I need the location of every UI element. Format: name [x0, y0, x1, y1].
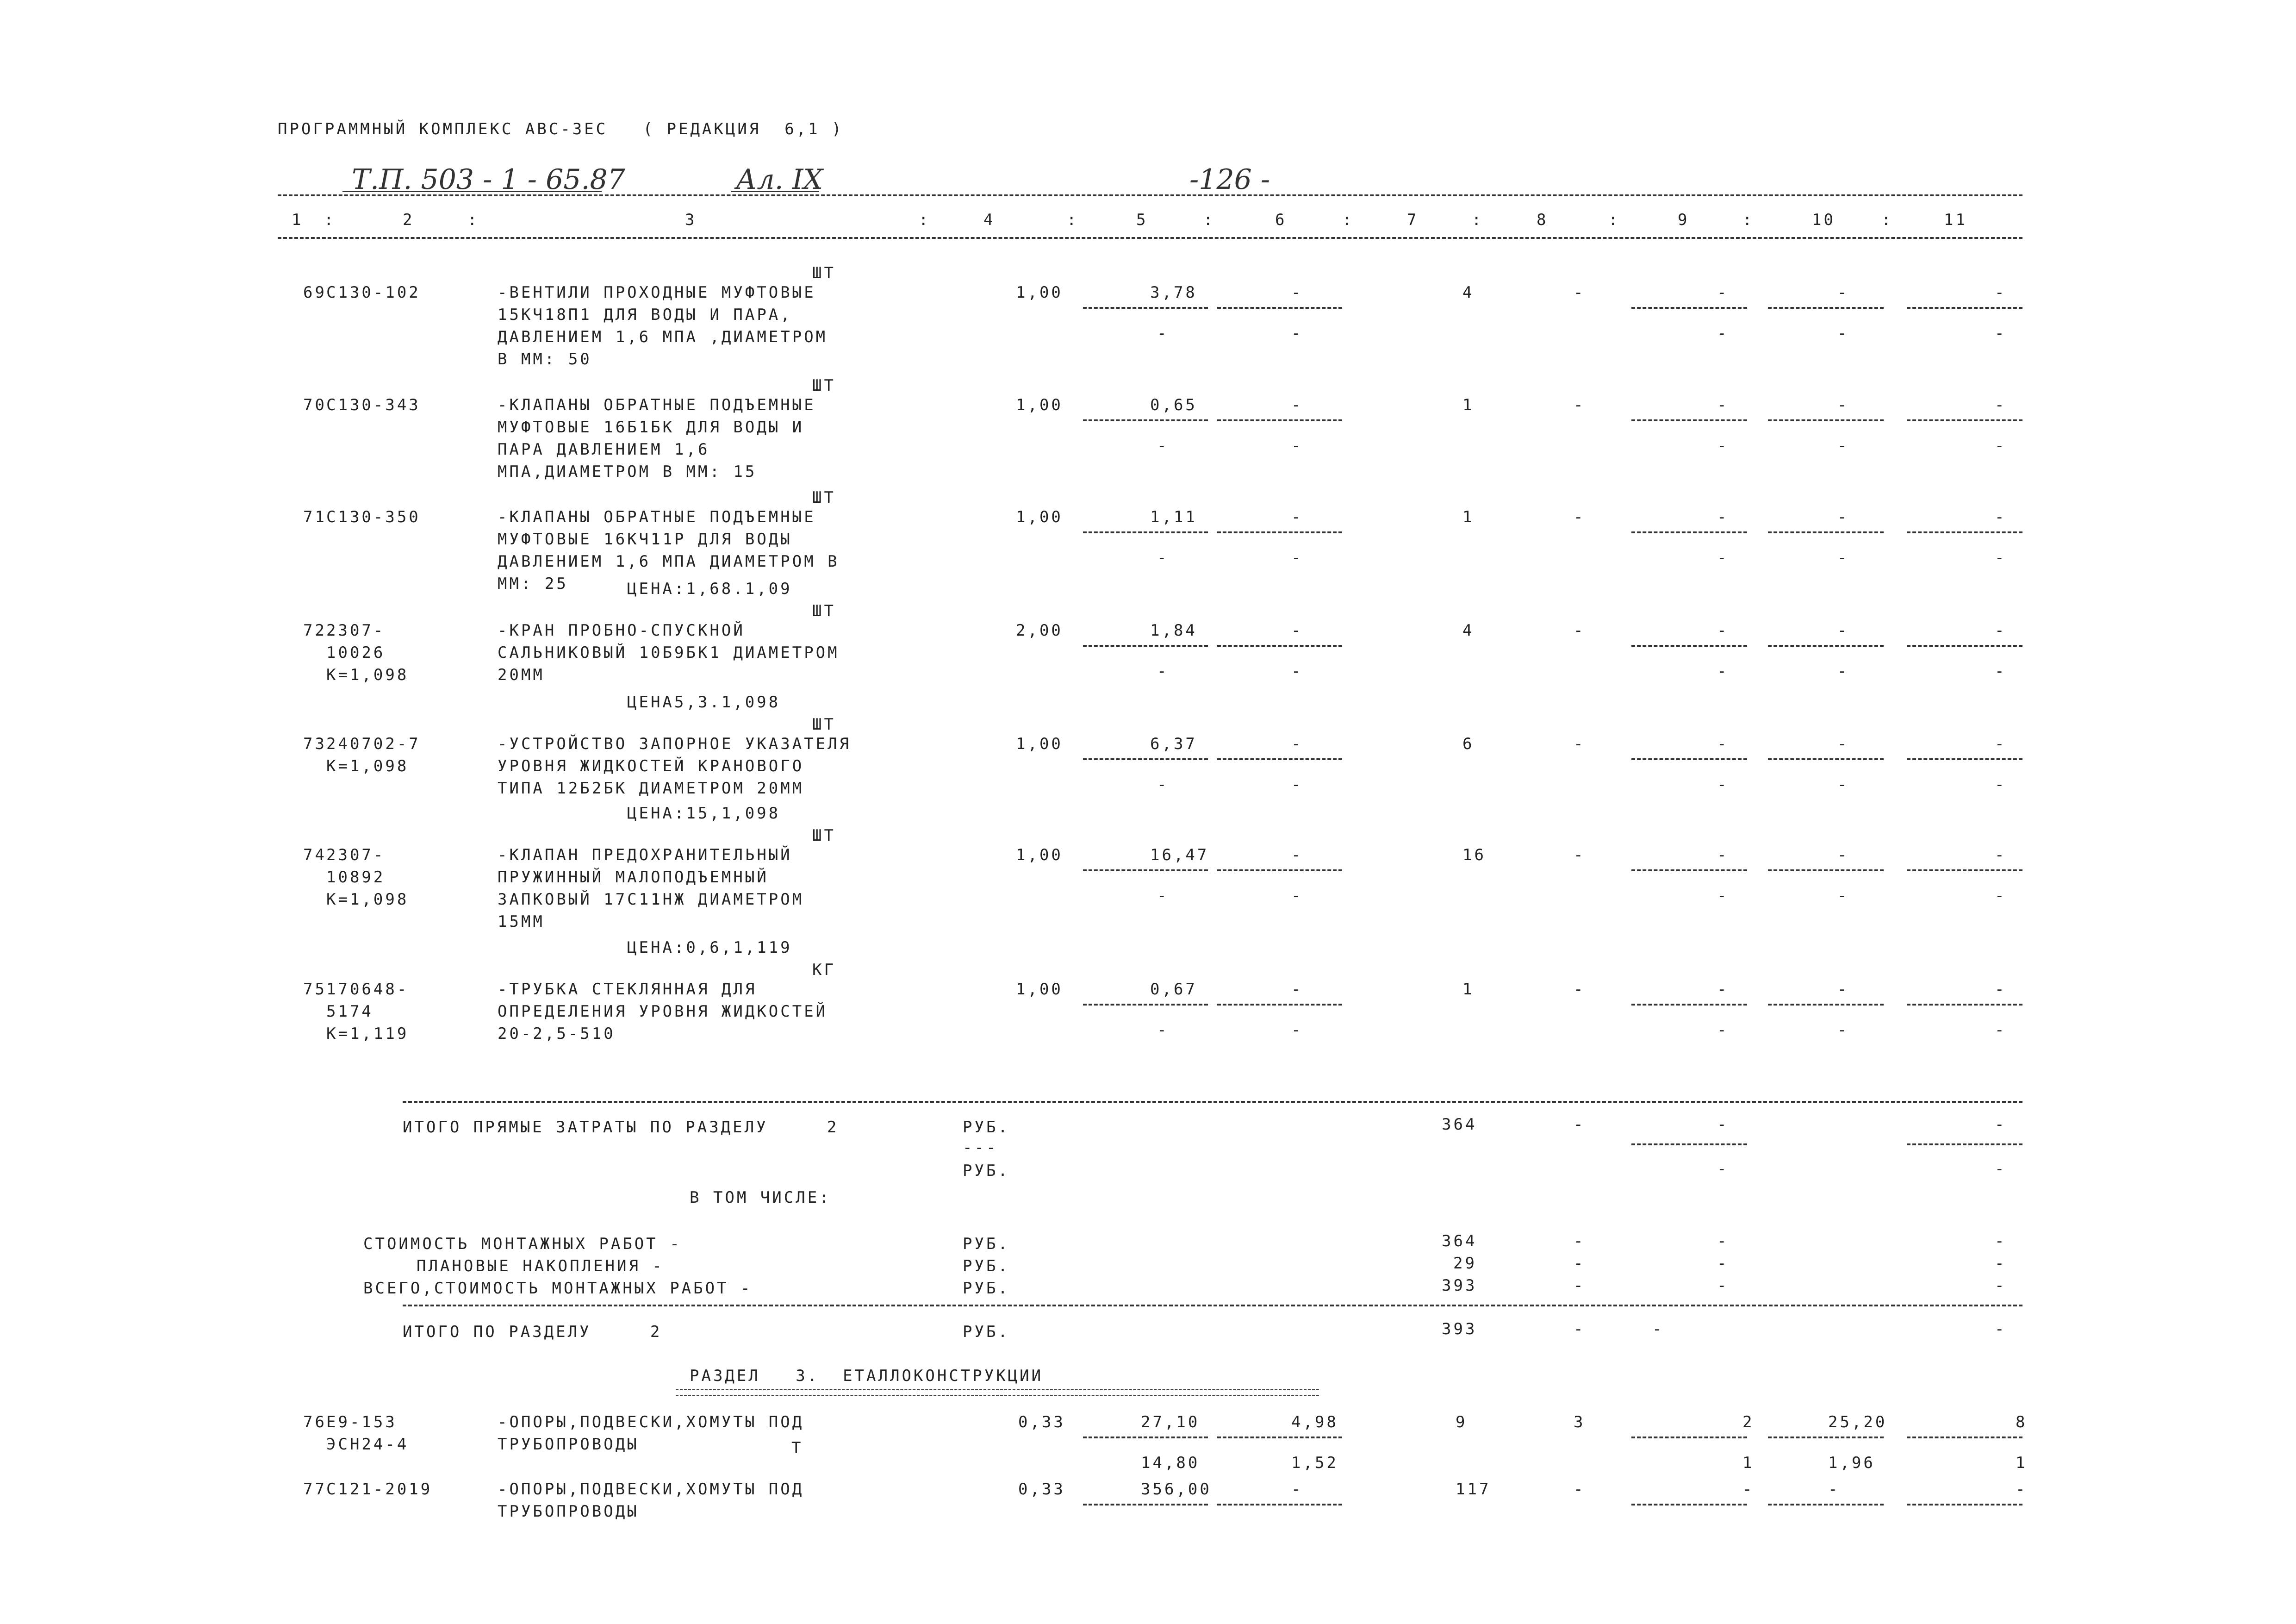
item-code: К=1,098: [326, 890, 409, 909]
col-sep: :: [1742, 211, 1755, 229]
col11-divider: [1907, 1004, 2022, 1006]
col-num-6: 6: [1275, 211, 1287, 229]
quantity: 1,00: [1016, 396, 1063, 414]
col-sep: :: [467, 211, 479, 229]
col-sep: :: [1342, 211, 1354, 229]
item-description: ТРУБОПРОВОДЫ: [498, 1435, 639, 1454]
col10-value: -: [1837, 735, 1849, 753]
col9-lower: -: [1717, 549, 1729, 567]
planned-savings-c8: -: [1574, 1254, 1586, 1273]
item-description: МУФТОВЫЕ 16КЧ11Р ДЛЯ ВОДЫ: [498, 530, 792, 549]
installation-cost-label: СТОИМОСТЬ МОНТАЖНЫХ РАБОТ -: [363, 1235, 682, 1253]
planned-savings-currency: РУБ.: [963, 1257, 1010, 1275]
direct-costs-c11-divider: [1907, 1143, 2022, 1145]
col5-divider: [1083, 1504, 1208, 1505]
col11-value: -: [2016, 1480, 2028, 1499]
col11-value: -: [1995, 735, 2007, 753]
quantity: 0,33: [1018, 1480, 1065, 1499]
direct-costs-c9-divider: [1631, 1143, 1747, 1145]
col11-lower: -: [1995, 324, 2007, 343]
section-total-label: ИТОГО ПО РАЗДЕЛУ 2: [403, 1323, 662, 1341]
col6-value: -: [1291, 980, 1303, 999]
col10-divider: [1768, 869, 1884, 871]
col-num-1: 1: [292, 211, 304, 229]
col6-value: -: [1291, 508, 1303, 526]
col9-lower: -: [1717, 324, 1729, 343]
section-3-title: РАЗДЕЛ 3. ЕТАЛЛОКОНСТРУКЦИИ: [690, 1367, 1044, 1385]
col10-divider: [1768, 419, 1884, 421]
including-heading: В ТОМ ЧИСЛЕ:: [690, 1188, 831, 1207]
col-num-3: 3: [685, 211, 697, 229]
direct-costs-currency-2: РУБ.: [963, 1162, 1010, 1180]
col10-divider: [1768, 1437, 1884, 1438]
item-code: С130-343: [326, 396, 421, 414]
item-code: 2307-: [326, 846, 386, 864]
col6-divider: [1217, 1504, 1342, 1505]
item-code: К=1,098: [326, 666, 409, 684]
col6-lower: -: [1291, 1021, 1303, 1039]
unit-label: КГ: [812, 961, 836, 979]
quantity: 1,00: [1016, 508, 1063, 526]
col10-divider: [1768, 531, 1884, 533]
col11-divider: [1907, 645, 2022, 647]
col6-value: -: [1291, 846, 1303, 864]
col5-divider: [1083, 1437, 1208, 1438]
col6-lower: -: [1291, 662, 1303, 681]
col9-value: -: [1717, 846, 1729, 864]
item-code: 10026: [326, 643, 386, 662]
section-total-c8: -: [1574, 1320, 1586, 1338]
quantity: 0,33: [1018, 1413, 1065, 1431]
col10-value: -: [1837, 508, 1849, 526]
col-sep: :: [1881, 211, 1893, 229]
item-description: САЛЬНИКОВЫЙ 10Б9БК1 ДИАМЕТРОМ: [498, 643, 840, 662]
col11-divider: [1907, 1437, 2022, 1438]
item-description: -ТРУБКА СТЕКЛЯННАЯ ДЛЯ: [498, 980, 757, 999]
col9-divider: [1631, 1004, 1747, 1006]
item-description: МПА,ДИАМЕТРОМ В ММ: 15: [498, 462, 757, 481]
col6-value: -: [1291, 396, 1303, 414]
installation-cost-c7: 364: [1442, 1232, 1477, 1250]
column-header-rule: [278, 237, 2022, 239]
col11-value: -: [1995, 980, 2007, 999]
col5-value: 1,11: [1150, 508, 1197, 526]
direct-costs-c9-lower: -: [1717, 1160, 1729, 1178]
col9-lower: -: [1717, 1021, 1729, 1039]
col7-value: 9: [1456, 1413, 1468, 1431]
col10-value: -: [1837, 396, 1849, 414]
item-description: -ОПОРЫ,ПОДВЕСКИ,ХОМУТЫ ПОД: [498, 1413, 804, 1431]
col10-lower: -: [1837, 549, 1849, 567]
col6-lower: -: [1291, 549, 1303, 567]
item-description: УРОВНЯ ЖИДКОСТЕЙ КРАНОВОГО: [498, 757, 804, 775]
col-num-4: 4: [983, 211, 996, 229]
quantity: 1,00: [1016, 846, 1063, 864]
col5-divider: [1083, 307, 1208, 309]
section-total-c9: -: [1652, 1320, 1664, 1338]
unit-label: ШТ: [812, 376, 836, 395]
unit-label: Т: [791, 1439, 803, 1457]
col5-divider: [1083, 869, 1208, 871]
col10-lower: -: [1837, 662, 1849, 681]
item-description: ДАВЛЕНИЕМ 1,6 МПА ДИАМЕТРОМ В: [498, 552, 840, 571]
planned-savings-c9: -: [1717, 1254, 1729, 1273]
col5-lower: -: [1157, 324, 1169, 343]
col9-divider: [1631, 531, 1747, 533]
total-installation-c8: -: [1574, 1276, 1586, 1295]
col11-lower: -: [1995, 775, 2007, 794]
direct-costs-c11: -: [1995, 1115, 2007, 1134]
quantity: 2,00: [1016, 621, 1063, 640]
item-description: ЗАПКОВЫЙ 17С11НЖ ДИАМЕТРОМ: [498, 890, 804, 909]
col10-value: -: [1837, 283, 1849, 302]
col8-value: -: [1574, 621, 1586, 640]
item-description: -УСТРОЙСТВО ЗАПОРНОЕ УКАЗАТЕЛЯ: [498, 735, 852, 753]
col11-value: -: [1995, 621, 2007, 640]
col11-value: -: [1995, 283, 2007, 302]
col10-lower: -: [1837, 437, 1849, 455]
item-code: ЭСН24-4: [326, 1435, 409, 1454]
col9-value: -: [1717, 980, 1729, 999]
page-number: -126 -: [1189, 163, 1270, 196]
unit-label: ШТ: [812, 602, 836, 620]
col5-value: 0,67: [1150, 980, 1197, 999]
col9-value: -: [1717, 735, 1729, 753]
col7-value: 1: [1462, 508, 1475, 526]
col8-value: -: [1574, 508, 1586, 526]
col11-value: -: [1995, 846, 2007, 864]
col9-value: -: [1717, 396, 1729, 414]
col9-lower: -: [1717, 775, 1729, 794]
row-number: 74: [303, 846, 327, 864]
col5-value: 27,10: [1141, 1413, 1200, 1431]
item-description: 20ММ: [498, 666, 545, 684]
planned-savings-c11: -: [1995, 1254, 2007, 1273]
col9-divider: [1631, 307, 1747, 309]
col10-value: 25,20: [1828, 1413, 1887, 1431]
col10-value: -: [1837, 846, 1849, 864]
col10-value: -: [1837, 980, 1849, 999]
planned-savings-c7: 29: [1453, 1254, 1477, 1273]
item-description: -КЛАПАН ПРЕДОХРАНИТЕЛЬНЫЙ: [498, 846, 792, 864]
table-top-rule: [278, 194, 2022, 196]
row-number: 76: [303, 1413, 327, 1431]
col-sep: :: [1203, 211, 1215, 229]
col5-divider: [1083, 758, 1208, 760]
col5-value: 6,37: [1150, 735, 1197, 753]
col-sep: :: [1067, 211, 1079, 229]
totals-top-rule: [403, 1101, 2022, 1103]
item-code: К=1,119: [326, 1024, 409, 1043]
col7-value: 1: [1462, 980, 1475, 999]
item-description: ТИПА 12Б2БК ДИАМЕТРОМ 20ММ: [498, 779, 804, 798]
item-description: 15ММ: [498, 912, 545, 931]
unit-label: ШТ: [812, 488, 836, 507]
item-description: ПАРА ДАВЛЕНИЕМ 1,6: [498, 440, 710, 459]
col11-lower: -: [1995, 1021, 2007, 1039]
col11-lower: -: [1995, 437, 2007, 455]
col9-value: -: [1717, 621, 1729, 640]
col10-lower: -: [1837, 324, 1849, 343]
col-num-11: 11: [1944, 211, 1967, 229]
col6-divider: [1217, 419, 1342, 421]
col10-lower: -: [1837, 775, 1849, 794]
col11-divider: [1907, 419, 2022, 421]
col9-divider: [1631, 758, 1747, 760]
col8-value: 3: [1574, 1413, 1586, 1431]
col9-divider: [1631, 645, 1747, 647]
col5-value: 1,84: [1150, 621, 1197, 640]
item-description: 20-2,5-510: [498, 1024, 616, 1043]
col9-divider: [1631, 1504, 1747, 1505]
col-num-8: 8: [1537, 211, 1549, 229]
direct-costs-label: ИТОГО ПРЯМЫЕ ЗАТРАТЫ ПО РАЗДЕЛУ 2: [403, 1118, 839, 1137]
col5-divider: [1083, 419, 1208, 421]
item-description: -ОПОРЫ,ПОДВЕСКИ,ХОМУТЫ ПОД: [498, 1480, 804, 1499]
price-note: ЦЕНА:1,68.1,09: [627, 580, 792, 598]
col6-lower: -: [1291, 775, 1303, 794]
item-code: Е9-153: [326, 1413, 397, 1431]
quantity: 1,00: [1016, 980, 1063, 999]
col10-divider: [1768, 645, 1884, 647]
total-installation-c7: 393: [1442, 1276, 1477, 1295]
col6-value: -: [1291, 283, 1303, 302]
col6-lower: -: [1291, 324, 1303, 343]
col-num-9: 9: [1678, 211, 1690, 229]
item-description: МУФТОВЫЕ 16Б1БК ДЛЯ ВОДЫ И: [498, 418, 804, 437]
col7-value: 4: [1462, 283, 1475, 302]
item-code: 170648-: [326, 980, 409, 999]
col-num-5: 5: [1136, 211, 1148, 229]
col8-value: -: [1574, 846, 1586, 864]
col-num-10: 10: [1812, 211, 1836, 229]
item-code: С121-2019: [326, 1480, 433, 1499]
price-note: ЦЕНА:15,1,098: [627, 804, 781, 823]
col5-lower: -: [1157, 1021, 1169, 1039]
col8-value: -: [1574, 735, 1586, 753]
row-number: 69: [303, 283, 327, 302]
col5-lower: -: [1157, 662, 1169, 681]
direct-costs-currency: РУБ.: [963, 1118, 1010, 1137]
item-code: 10892: [326, 868, 386, 887]
col10-divider: [1768, 758, 1884, 760]
item-description: ПРУЖИННЫЙ МАЛОПОДЪЕМНЫЙ: [498, 868, 769, 887]
col7-value: 1: [1462, 396, 1475, 414]
price-note: ЦЕНА:0,6,1,119: [627, 938, 792, 957]
col9-value: -: [1742, 1480, 1755, 1499]
total-installation-c9: -: [1717, 1276, 1729, 1295]
row-number: 72: [303, 621, 327, 640]
col5-lower: -: [1157, 437, 1169, 455]
col6-divider: [1217, 758, 1342, 760]
item-description: ДАВЛЕНИЕМ 1,6 МПА ,ДИАМЕТРОМ: [498, 328, 828, 346]
col7-value: 4: [1462, 621, 1475, 640]
col6-divider: [1217, 1437, 1342, 1438]
item-code: С130-102: [326, 283, 421, 302]
direct-costs-c11-lower: -: [1995, 1160, 2007, 1178]
col6-divider: [1217, 869, 1342, 871]
item-description: -КЛАПАНЫ ОБРАТНЫЕ ПОДЪЕМНЫЕ: [498, 508, 816, 526]
col8-value: -: [1574, 283, 1586, 302]
installation-cost-c8: -: [1574, 1232, 1586, 1250]
col10-lower: -: [1837, 887, 1849, 905]
col11-value: -: [1995, 508, 2007, 526]
quantity: 1,00: [1016, 283, 1063, 302]
col9-divider: [1631, 1437, 1747, 1438]
installation-cost-c11: -: [1995, 1232, 2007, 1250]
col6-value: -: [1291, 735, 1303, 753]
col9-divider: [1631, 419, 1747, 421]
col11-lower: -: [1995, 662, 2007, 681]
col11-divider: [1907, 869, 2022, 871]
quantity: 1,00: [1016, 735, 1063, 753]
col5-value: 3,78: [1150, 283, 1197, 302]
program-header: ПРОГРАММНЫЙ КОМПЛЕКС АВС-ЗЕС ( РЕДАКЦИЯ 6,1 ): [278, 120, 844, 138]
col5-lower: -: [1157, 887, 1169, 905]
col6-value: 4,98: [1291, 1413, 1338, 1431]
col5-lower: -: [1157, 775, 1169, 794]
col10-lower: -: [1837, 1021, 1849, 1039]
item-description: -КРАН ПРОБНО-СПУСКНОЙ: [498, 621, 745, 640]
item-code: К=1,098: [326, 757, 409, 775]
direct-costs-c7: 364: [1442, 1115, 1477, 1134]
item-code: С130-350: [326, 508, 421, 526]
col11-value: -: [1995, 396, 2007, 414]
col10-divider: [1768, 1004, 1884, 1006]
item-description: -ВЕНТИЛИ ПРОХОДНЫЕ МУФТОВЫЕ: [498, 283, 816, 302]
item-description: ОПРЕДЕЛЕНИЯ УРОВНЯ ЖИДКОСТЕЙ: [498, 1002, 828, 1021]
section-3-double-rule: [676, 1389, 1319, 1396]
col8-value: -: [1574, 1480, 1586, 1499]
album-number-underline: [731, 191, 819, 192]
col-sep: :: [919, 211, 931, 229]
col9-lower: 1: [1742, 1454, 1755, 1472]
col5-value: 16,47: [1150, 846, 1209, 864]
item-description: ММ: 25: [498, 575, 568, 593]
unit-label: ШТ: [812, 264, 836, 282]
col9-divider: [1631, 869, 1747, 871]
section-total-rule: [403, 1305, 2022, 1306]
col6-divider: [1217, 1004, 1342, 1006]
direct-costs-c9: -: [1717, 1115, 1729, 1134]
col6-value: -: [1291, 621, 1303, 640]
row-number: 75: [303, 980, 327, 999]
col6-lower: -: [1291, 437, 1303, 455]
col7-value: 6: [1462, 735, 1475, 753]
col10-value: -: [1837, 621, 1849, 640]
col6-divider: [1217, 645, 1342, 647]
total-installation-currency: РУБ.: [963, 1279, 1010, 1298]
col8-value: -: [1574, 396, 1586, 414]
col6-lower: -: [1291, 887, 1303, 905]
col5-value: 0,65: [1150, 396, 1197, 414]
col11-lower: -: [1995, 887, 2007, 905]
col11-divider: [1907, 307, 2022, 309]
col7-value: 117: [1456, 1480, 1491, 1499]
col5-divider: [1083, 645, 1208, 647]
total-installation-label: ВСЕГО,СТОИМОСТЬ МОНТАЖНЫХ РАБОТ -: [363, 1279, 753, 1298]
row-number: 73: [303, 735, 327, 753]
row-number: 77: [303, 1480, 327, 1499]
col11-divider: [1907, 758, 2022, 760]
col9-lower: -: [1717, 887, 1729, 905]
item-description: 15КЧ18П1 ДЛЯ ВОДЫ И ПАРА,: [498, 306, 792, 324]
installation-cost-c9: -: [1717, 1232, 1729, 1250]
col-num-2: 2: [403, 211, 415, 229]
col5-lower: 14,80: [1141, 1454, 1200, 1472]
col6-divider: [1217, 307, 1342, 309]
item-description: -КЛАПАНЫ ОБРАТНЫЕ ПОДЪЕМНЫЕ: [498, 396, 816, 414]
planned-savings-label: ПЛАНОВЫЕ НАКОПЛЕНИЯ -: [417, 1257, 664, 1275]
col10-value: -: [1828, 1480, 1840, 1499]
col5-value: 356,00: [1141, 1480, 1212, 1499]
unit-label: ШТ: [812, 715, 836, 734]
section-total-currency: РУБ.: [963, 1323, 1010, 1341]
col11-divider: [1907, 531, 2022, 533]
col11-lower: 1: [2016, 1454, 2028, 1472]
row-number: 70: [303, 396, 327, 414]
col-num-7: 7: [1407, 211, 1419, 229]
col5-lower: -: [1157, 549, 1169, 567]
col-sep: :: [1608, 211, 1620, 229]
col9-value: -: [1717, 508, 1729, 526]
direct-costs-currency-dash: ---: [963, 1138, 998, 1157]
col9-lower: -: [1717, 662, 1729, 681]
col10-divider: [1768, 307, 1884, 309]
total-installation-c11: -: [1995, 1276, 2007, 1295]
col5-divider: [1083, 531, 1208, 533]
col11-value: 8: [2016, 1413, 2028, 1431]
album-number: Ал. IX: [736, 163, 823, 196]
section-total-c11: -: [1995, 1320, 2007, 1338]
col7-value: 16: [1462, 846, 1486, 864]
price-note: ЦЕНА5,3.1,098: [627, 693, 781, 712]
col10-divider: [1768, 1504, 1884, 1505]
col9-lower: -: [1717, 437, 1729, 455]
item-code: 5174: [326, 1002, 373, 1021]
col-sep: :: [1472, 211, 1484, 229]
item-description: ТРУБОПРОВОДЫ: [498, 1502, 639, 1521]
col5-divider: [1083, 1004, 1208, 1006]
installation-cost-currency: РУБ.: [963, 1235, 1010, 1253]
col-sep: :: [324, 211, 336, 229]
col6-lower: 1,52: [1291, 1454, 1338, 1472]
unit-label: ШТ: [812, 826, 836, 845]
col11-lower: -: [1995, 549, 2007, 567]
document-code: Т.П. 503 - 1 - 65.87: [352, 163, 625, 196]
item-description: В ММ: 50: [498, 350, 592, 369]
item-code: 2307-: [326, 621, 386, 640]
document-code-underline: [342, 191, 602, 192]
col9-value: -: [1717, 283, 1729, 302]
col8-value: -: [1574, 980, 1586, 999]
col11-divider: [1907, 1504, 2022, 1505]
col9-value: 2: [1742, 1413, 1755, 1431]
item-code: 240702-7: [326, 735, 421, 753]
row-number: 71: [303, 508, 327, 526]
col6-divider: [1217, 531, 1342, 533]
section-total-c7: 393: [1442, 1320, 1477, 1338]
direct-costs-c8: -: [1574, 1115, 1586, 1134]
col6-value: -: [1291, 1480, 1303, 1499]
col10-lower: 1,96: [1828, 1454, 1875, 1472]
